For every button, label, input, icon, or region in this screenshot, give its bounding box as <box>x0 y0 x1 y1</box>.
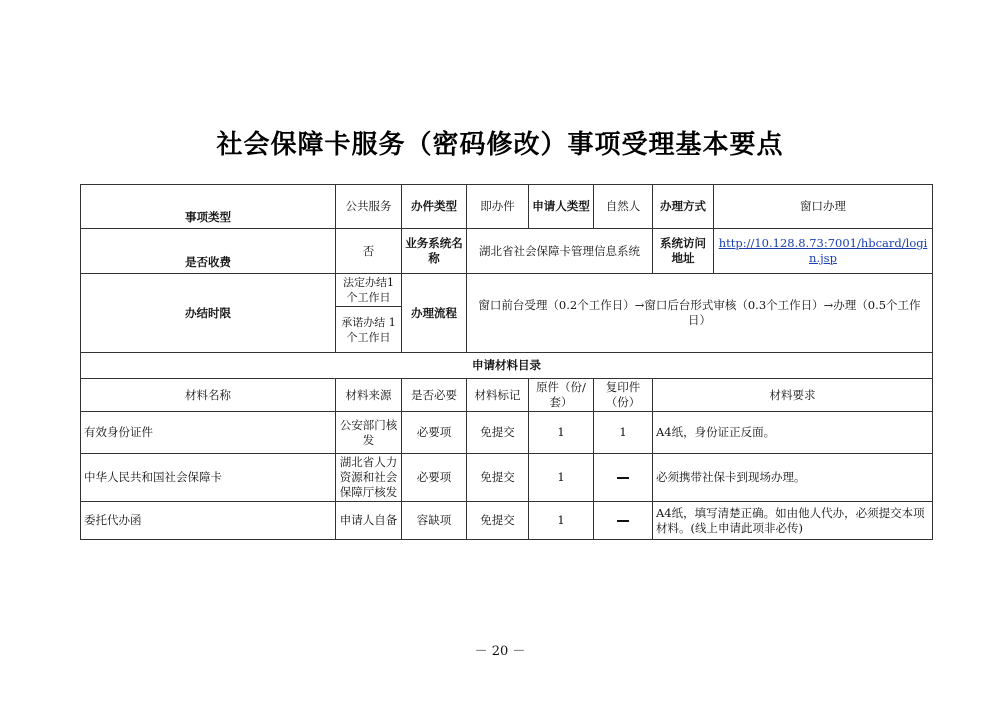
handle-type-label: 办件类型 <box>402 185 467 229</box>
material-requirement: A4纸，身份证正反面。 <box>653 412 933 454</box>
header-copy: 复印件（份） <box>594 379 653 412</box>
material-copy-count: 1 <box>594 412 653 454</box>
material-copy-count <box>594 454 653 502</box>
material-source: 公安部门核发 <box>336 412 402 454</box>
fee-value: 否 <box>336 229 402 274</box>
material-required: 必要项 <box>402 454 467 502</box>
material-mark: 免提交 <box>467 412 529 454</box>
page-number: － 20 － <box>474 644 526 659</box>
header-material-mark: 材料标记 <box>467 379 529 412</box>
header-material-name: 材料名称 <box>81 379 336 412</box>
system-url-link[interactable]: http://10.128.8.73:7001/hbcard/login.jsp <box>718 236 928 265</box>
header-original: 原件（份/套） <box>529 379 594 412</box>
material-source: 湖北省人力资源和社会保障厅核发 <box>336 454 402 502</box>
materials-header-row <box>81 379 933 412</box>
material-required: 必要项 <box>402 412 467 454</box>
material-name: 有效身份证件 <box>81 412 336 454</box>
handle-type-value: 即办件 <box>467 185 529 229</box>
material-name: 中华人民共和国社会保障卡 <box>81 454 336 502</box>
time-limit-label: 办结时限 <box>81 274 336 353</box>
method-value: 窗口办理 <box>714 185 933 229</box>
fee-label: 是否收费 <box>81 229 336 274</box>
dash-mark <box>617 477 629 479</box>
material-name: 委托代办函 <box>81 502 336 540</box>
system-url-label: 系统访问地址 <box>653 229 714 274</box>
table-row <box>81 412 933 454</box>
system-name-label: 业务系统名称 <box>402 229 467 274</box>
table-row <box>81 502 933 540</box>
header-required: 是否必要 <box>402 379 467 412</box>
table-row <box>81 454 933 502</box>
material-original-count: 1 <box>529 454 594 502</box>
system-name-value: 湖北省社会保障卡管理信息系统 <box>467 229 653 274</box>
legal-time-limit: 法定办结1个工作日 <box>336 274 402 307</box>
page-title: 社会保障卡服务（密码修改）事项受理基本要点 <box>216 130 784 160</box>
materials-section-row <box>81 353 933 379</box>
material-requirement: 必须携带社保卡到现场办理。 <box>653 454 933 502</box>
material-mark: 免提交 <box>467 454 529 502</box>
item-type-value: 公共服务 <box>336 185 402 229</box>
promised-time-limit: 承诺办结 1 个工作日 <box>336 307 402 353</box>
applicant-type-label: 申请人类型 <box>529 185 594 229</box>
material-original-count: 1 <box>529 502 594 540</box>
time-limit-row <box>81 274 933 307</box>
material-copy-count <box>594 502 653 540</box>
requirements-table <box>80 184 933 540</box>
method-label: 办理方式 <box>653 185 714 229</box>
material-source: 申请人自备 <box>336 502 402 540</box>
applicant-type-value: 自然人 <box>594 185 653 229</box>
fee-row <box>81 229 933 274</box>
material-original-count: 1 <box>529 412 594 454</box>
item-type-row <box>81 185 933 229</box>
system-url-value[interactable] <box>714 229 933 274</box>
item-type-label: 事项类型 <box>81 185 336 229</box>
header-requirement: 材料要求 <box>653 379 933 412</box>
material-mark: 免提交 <box>467 502 529 540</box>
header-material-source: 材料来源 <box>336 379 402 412</box>
material-requirement: A4纸，填写清楚正确。如由他人代办，必须提交本项材料。(线上申请此项非必传) <box>653 502 933 540</box>
process-label: 办理流程 <box>402 274 467 353</box>
process-flow: 窗口前台受理（0.2个工作日）→窗口后台形式审核（0.3个工作日）→办理（0.5个工作日） <box>467 274 933 353</box>
dash-mark <box>617 520 629 522</box>
materials-section-title: 申请材料目录 <box>81 353 933 379</box>
material-required: 容缺项 <box>402 502 467 540</box>
